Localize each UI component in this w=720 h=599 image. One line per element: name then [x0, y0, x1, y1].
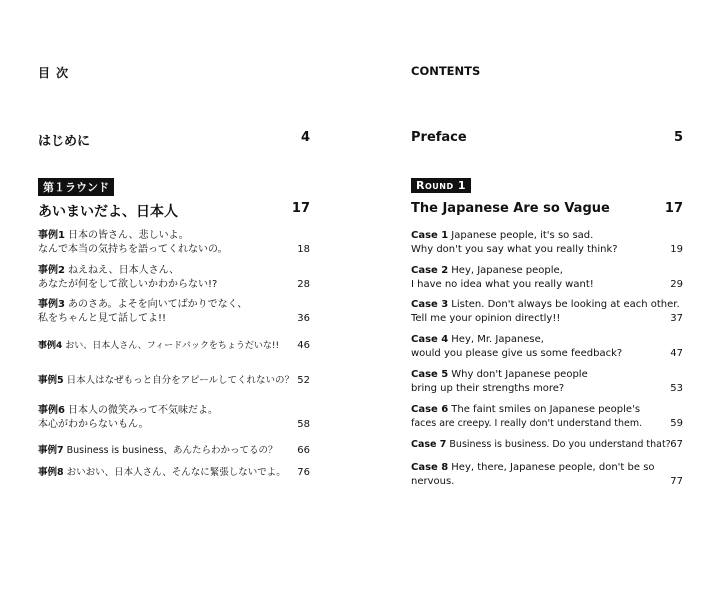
entry-en-7	[411, 438, 683, 452]
entry-line: おいおい、日本人さん、そんなに緊張しないでよ。	[66, 467, 286, 478]
entry-line: なんで本当の気持ちを語ってくれないの。	[38, 244, 228, 255]
entry-jp-1	[38, 229, 310, 257]
entry-en-5	[411, 368, 683, 396]
entry-page: 37	[670, 313, 683, 324]
entry-jp-5	[38, 374, 310, 388]
entry-line: おい、日本人さん、フィードバックをちょうだいな!!	[65, 341, 280, 351]
entry-en-1	[411, 229, 683, 257]
toc-title-en: CONTENTS	[411, 64, 481, 78]
entry-en-2	[411, 264, 683, 292]
entry-head: 事例7	[38, 445, 64, 456]
entry-head: 事例1	[38, 230, 65, 241]
round-title-en: The Japanese Are so Vague	[411, 201, 610, 216]
entry-head: 事例6	[38, 405, 65, 416]
entry-line: 日本人はなぜもっと自分をアピールしてくれないの？	[66, 375, 295, 386]
entry-en-3	[411, 298, 683, 326]
entry-page: 18	[297, 244, 310, 255]
entry-head: Case 7	[411, 439, 447, 450]
entry-head: Case 3	[411, 299, 449, 310]
entry-jp-3	[38, 298, 310, 326]
entry-line: faces are creepy. I really don't understand them.	[411, 418, 643, 429]
entry-line: bring up their strengths more?	[411, 383, 565, 394]
entry-head: Case 8	[411, 462, 449, 473]
entry-line: Hey, Japanese people,	[451, 265, 563, 276]
entry-head: Case 6	[411, 404, 449, 415]
entry-page: 77	[670, 476, 683, 487]
round-badge-jp: 第１ラウンド	[38, 178, 114, 196]
entry-line: I have no idea what you really want!	[411, 279, 594, 290]
entry-line: Business is business、あんたらわかってるの？	[66, 445, 278, 456]
entry-head: 事例3	[38, 299, 65, 310]
entry-page: 46	[297, 340, 310, 351]
preface-label-jp: はじめに	[38, 134, 91, 149]
entry-line: 日本の皆さん、悲しいよ。	[67, 230, 189, 241]
entry-line: Listen. Don't always be looking at each other.	[451, 299, 680, 310]
entry-jp-2	[38, 264, 310, 292]
toc-title-jp: 目 次	[38, 66, 70, 80]
entry-en-4	[411, 333, 683, 361]
entry-page: 19	[670, 244, 683, 255]
entry-line: あなたが何をして欲しいかわからない!?	[38, 279, 218, 290]
entry-page: 29	[670, 279, 683, 290]
entry-jp-4	[38, 339, 310, 353]
round-page-en: 17	[664, 201, 683, 216]
entry-en-8	[411, 461, 683, 489]
entry-jp-6	[38, 404, 310, 432]
entry-line: Hey, Mr. Japanese,	[451, 334, 544, 345]
entry-line: nervous.	[411, 476, 455, 487]
entry-page: 59	[670, 418, 683, 429]
preface-page-en: 5	[673, 130, 683, 145]
right-page-english	[360, 0, 720, 599]
entry-head: Case 1	[411, 230, 449, 241]
entry-page: 47	[670, 348, 683, 359]
entry-line: 私をちゃんと見て話してよ!!	[38, 313, 167, 324]
entry-head: Case 4	[411, 334, 449, 345]
entry-head: 事例5	[38, 375, 64, 386]
entry-line: 本心がわからないもん。	[38, 419, 149, 430]
entry-page: 52	[297, 375, 310, 386]
entry-line: Business is business. Do you understand that?	[449, 439, 671, 450]
entry-head: Case 2	[411, 265, 449, 276]
entry-line: 日本人の微笑みって不気味だよ。	[67, 405, 218, 416]
entry-line: Japanese people, it's so sad.	[451, 230, 594, 241]
entry-line: Tell me your opinion directly!!	[411, 313, 561, 324]
entry-line: あのさあ。よそを向いてばかりでなく、	[67, 299, 248, 310]
entry-page: 66	[297, 445, 310, 456]
entry-head: Case 5	[411, 369, 449, 380]
round-page-jp: 17	[291, 201, 310, 216]
entry-head: 事例2	[38, 265, 65, 276]
entry-line: The faint smiles on Japanese people's	[451, 404, 641, 415]
entry-en-6	[411, 403, 683, 431]
round-title-jp: あいまいだよ、日本人	[38, 204, 178, 220]
preface-page-jp: 4	[300, 130, 310, 145]
entry-page: 67	[670, 439, 683, 450]
entry-line: Why don't Japanese people	[451, 369, 588, 380]
entry-line: would you please give us some feedback?	[411, 348, 623, 359]
entry-line: ねえねえ、日本人さん、	[67, 265, 180, 276]
entry-page: 53	[670, 383, 683, 394]
entry-page: 58	[297, 419, 310, 430]
preface-label-en: Preface	[411, 130, 467, 145]
entry-line: Hey, there, Japanese people, don't be so	[451, 462, 655, 473]
entry-page: 76	[297, 467, 310, 478]
entry-page: 36	[297, 313, 310, 324]
entry-jp-7	[38, 444, 310, 458]
entry-page: 28	[297, 279, 310, 290]
entry-head: 事例8	[38, 467, 64, 478]
entry-head: 事例4	[38, 341, 63, 351]
round-badge-en: Round 1	[411, 178, 471, 193]
entry-line: Why don't you say what you really think?	[411, 244, 618, 255]
entry-jp-8	[38, 466, 310, 480]
